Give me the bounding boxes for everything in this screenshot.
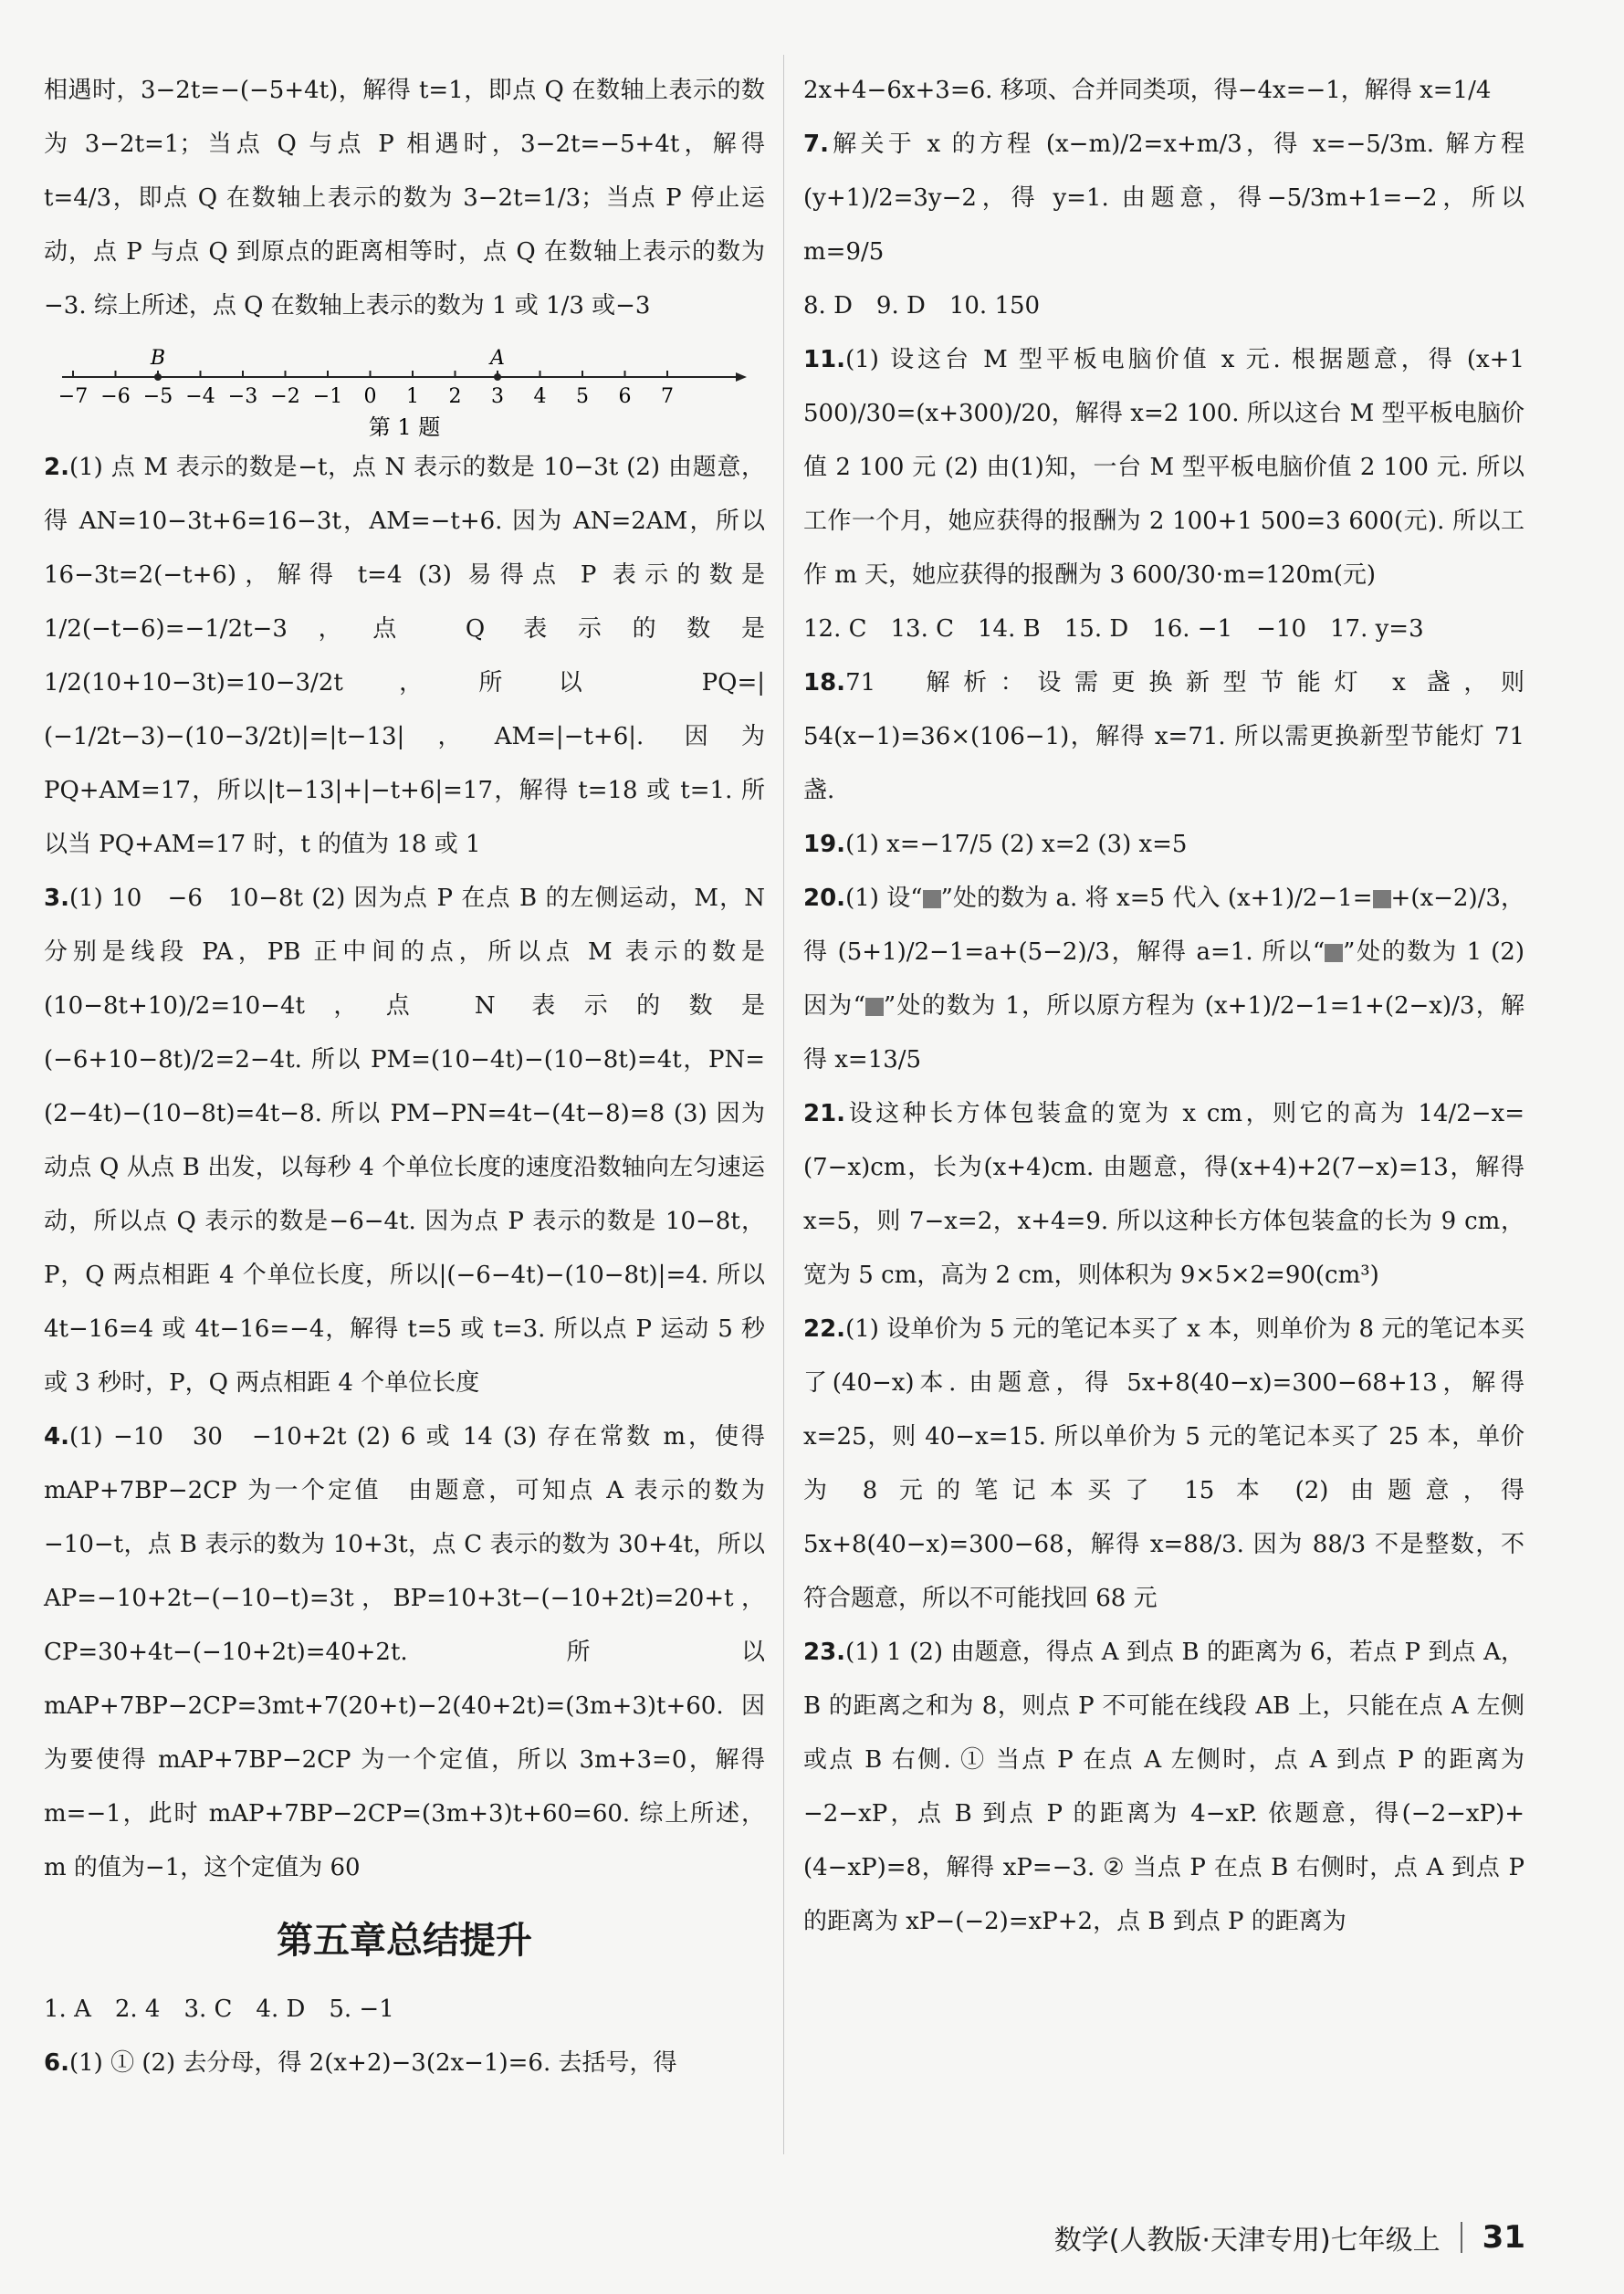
question-3: 3.(1) 10 −6 10−8t (2) 因为点 P 在点 B 的左侧运动，M，N 分别是线段 PA，PB 正中间的点，所以点 M 表示的数是 (10−8t+10)/2=10−4t，点 N 表示的数是 (−6+10−8t)/2=2−4t. 所以 PM=(10−4t)−(10−8t)=4t，PN=(2−4t)−(10−8t)=4t−8. 所以 PM−PN=4t−(4t−8)=8 (3) 因为动点 Q 从点 B 出发，以每秒 4 个单位长度的速度沿数轴向左匀速运动，所以点 Q 表示的数是−6−4t. 因为点 P 表示的数是 10−8t，P，Q 两点相距 4 个单位长度，所以|(−6−4t)−(10−8t)|=4. 所以 4t−16=4 或 4t−16=−4，解得 t=5 或 t=3. 所以点 P 运动 5 秒或 3 秒时，P，Q 两点相距 4 个单位长度 xyxy=(44,885,765,1397)
tick-label: 0 xyxy=(363,385,377,408)
question-22: 22.(1) 设单价为 5 元的笔记本买了 x 本，则单价为 8 元的笔记本买了(40−x)本. 由题意，得 5x+8(40−x)=300−68+13，解得 x=25，则 40−x=15. 所以单价为 5 元的笔记本买了 25 本，单价为 8 元的笔记本买了 15 本 (2) 由题意，得 5x+8(40−x)=300−68，解得 x=88/3. 因为 88/3 不是整数，不符合题意，所以不可能找回 68 元 xyxy=(803,1315,1524,1612)
question-4: 4.(1) −10 30 −10+2t (2) 6 或 14 (3) 存在常数 m，使得 mAP+7BP−2CP 为一个定值 由题意，可知点 A 表示的数为−10−t，点 B 表示的数为 10+3t，点 C 表示的数为 30+4t，所以 AP=−10+2t−(−10−t)=3t，BP=10+3t−(−10+2t)=20+t，CP=30+4t−(−10+2t)=40+2t. 所以 mAP+7BP−2CP=3mt+7(20+t)−2(40+2t)=(3m+3)t+60. 因为要使得 mAP+7BP−2CP 为一个定值，所以 3m+3=0，解得 m=−1，此时 mAP+7BP−2CP=(3m+3)t+60=60. 综上所述，m 的值为−1，这个定值为 60 xyxy=(44,1423,765,1881)
tick-label: −1 xyxy=(312,385,343,408)
tick-label: 3 xyxy=(491,385,504,408)
number-line-figure xyxy=(44,340,765,441)
column-divider xyxy=(783,55,784,2154)
question-23: 23.(1) 1 (2) 由题意，得点 A 到点 B 的距离为 6，若点 P 到点 A，B 的距离之和为 8，则点 P 不可能在线段 AB 上，只能在点 A 左侧或点 B 右侧. ① 当点 P 在点 A 左侧时，点 A 到点 P 的距离为−2−xP，点 B 到点 P 的距离为 4−xP. 依题意，得(−2−xP)+(4−xP)=8，解得 xP=−3. ② 当点 P 在点 B 右侧时，点 A 到点 P 的距离为 xP−(−2)=xP+2，点 B 到点 P 的距离为 xyxy=(803,1639,1524,1935)
right-column xyxy=(803,64,1524,1949)
left-column xyxy=(44,64,765,2090)
blank-marker xyxy=(923,890,941,908)
question-2: 2.(1) 点 M 表示的数是−t，点 N 表示的数是 10−3t (2) 由题意，得 AN=10−3t+6=16−3t，AM=−t+6. 因为 AN=2AM，所以 16−3t=2(−t+6)，解得 t=4 (3) 易得点 P 表示的数是 1/2(−t−6)=−1/2t−3，点 Q 表示的数是 1/2(10+10−3t)=10−3/2t，所以 PQ=|(−1/2t−3)−(10−3/2t)|=|t−13|，AM=|−t+6|. 因为 PQ+AM=17，所以|t−13|+|−t+6|=17，解得 t=18 或 t=1. 所以当 PQ+AM=17 时，t 的值为 18 或 1 xyxy=(44,454,765,858)
section-title: 第五章总结提升 xyxy=(277,1920,532,1962)
question-6: 6.(1) ① (2) 去分母，得 2(x+2)−3(2x−1)=6. 去括号，得 xyxy=(44,2049,677,2077)
point-a-dot xyxy=(494,373,501,381)
book-title: 数学(人教版·天津专用)七年级上 xyxy=(1053,2225,1441,2257)
tick-label: −6 xyxy=(100,385,131,408)
tick-label: 1 xyxy=(406,385,419,408)
answers-8-10: 8. D 9. D 10. 150 xyxy=(803,292,1041,319)
question-11: 11.(1) 设这台 M 型平板电脑价值 x 元. 根据题意，得 (x+1 500)/30=(x+300)/20，解得 x=2 100. 所以这台 M 型平板电脑价值 2 100 元 (2) 由(1)知，一台 M 型平板电脑价值 2 100 元. 所以工作一个月，她应获得的报酬为 2 100+1 500=3 600(元). 所以工作 m 天，她应获得的报酬为 3 600/30·m=120m(元) xyxy=(803,346,1524,589)
blank-marker xyxy=(1325,944,1343,962)
tick-label: −4 xyxy=(185,385,215,408)
point-b-label: B xyxy=(150,347,166,370)
question-7: 7.解关于 x 的方程 (x−m)/2=x+m/3，得 x=−5/3m. 解方程 (y+1)/2=3y−2，得 y=1. 由题意，得−5/3m+1=−2，所以 m=9/5 xyxy=(803,131,1524,266)
tick-label: −5 xyxy=(142,385,173,408)
tick-label: 2 xyxy=(448,385,462,408)
tick-label: 4 xyxy=(533,385,547,408)
tick-label: −2 xyxy=(270,385,300,408)
footer-divider xyxy=(1461,2222,1462,2253)
tick-label: −3 xyxy=(227,385,258,408)
point-a-label: A xyxy=(490,347,505,370)
tick-label: −7 xyxy=(58,385,89,408)
point-b-dot xyxy=(154,373,162,381)
figure-caption: 第 1 题 xyxy=(368,414,441,440)
page-number: 31 xyxy=(1482,2219,1525,2256)
question-6-continued: 2x+4−6x+3=6. 移项、合并同类项，得−4x=−1，解得 x=1/4 xyxy=(803,77,1492,104)
question-21: 21.设这种长方体包装盒的宽为 x cm，则它的高为 14/2−x=(7−x)cm，长为(x+4)cm. 由题意，得(x+4)+2(7−x)=13，解得 x=5，则 7−x=2，x+4=9. 所以这种长方体包装盒的长为 9 cm，宽为 5 cm，高为 2 cm，则体积为 9×5×2=90(cm³) xyxy=(803,1100,1524,1289)
question-19: 19.(1) x=−17/5 (2) x=2 (3) x=5 xyxy=(803,831,1188,858)
blank-marker xyxy=(865,998,884,1016)
page-footer xyxy=(1054,2217,1525,2257)
blank-marker xyxy=(1373,890,1391,908)
question-18: 18.71 解析：设需更换新型节能灯 x 盏，则 54(x−1)=36×(106−1)，解得 x=71. 所以需更换新型节能灯 71 盏. xyxy=(803,669,1524,804)
tick-label: 5 xyxy=(576,385,589,408)
question-20: 20.(1) 设“ ”处的数为 a. 将 x=5 代入 (x+1)/2−1= +(x−2)/3，得 (5+1)/2−1=a+(5−2)/3，解得 a=1. 所以“ ”处的数为 1 (2) 因为“ ”处的数为 1，所以原方程为 (x+1)/2−1=1+(2−x)/3，解得 x=13/5 xyxy=(803,885,1524,1074)
answers-1-5: 1. A 2. 4 3. C 4. D 5. −1 xyxy=(44,1995,394,2023)
tick-label: 7 xyxy=(661,385,674,408)
tick-label: 6 xyxy=(618,385,632,408)
q1-continued: 相遇时，3−2t=−(−5+4t)，解得 t=1，即点 Q 在数轴上表示的数为 3−2t=1；当点 Q 与点 P 相遇时，3−2t=−5+4t，解得 t=4/3，即点 Q 在数轴上表示的数为 3−2t=1/3；当点 P 停止运动，点 P 与点 Q 到原点的距离相等时，点 Q 在数轴上表示的数为−3. 综上所述，点 Q 在数轴上表示的数为 1 或 1/3 或−3 xyxy=(44,77,765,319)
answers-12-17: 12. C 13. C 14. B 15. D 16. −1 −10 17. y=3 xyxy=(803,615,1424,643)
number-line-arrow xyxy=(736,372,747,382)
